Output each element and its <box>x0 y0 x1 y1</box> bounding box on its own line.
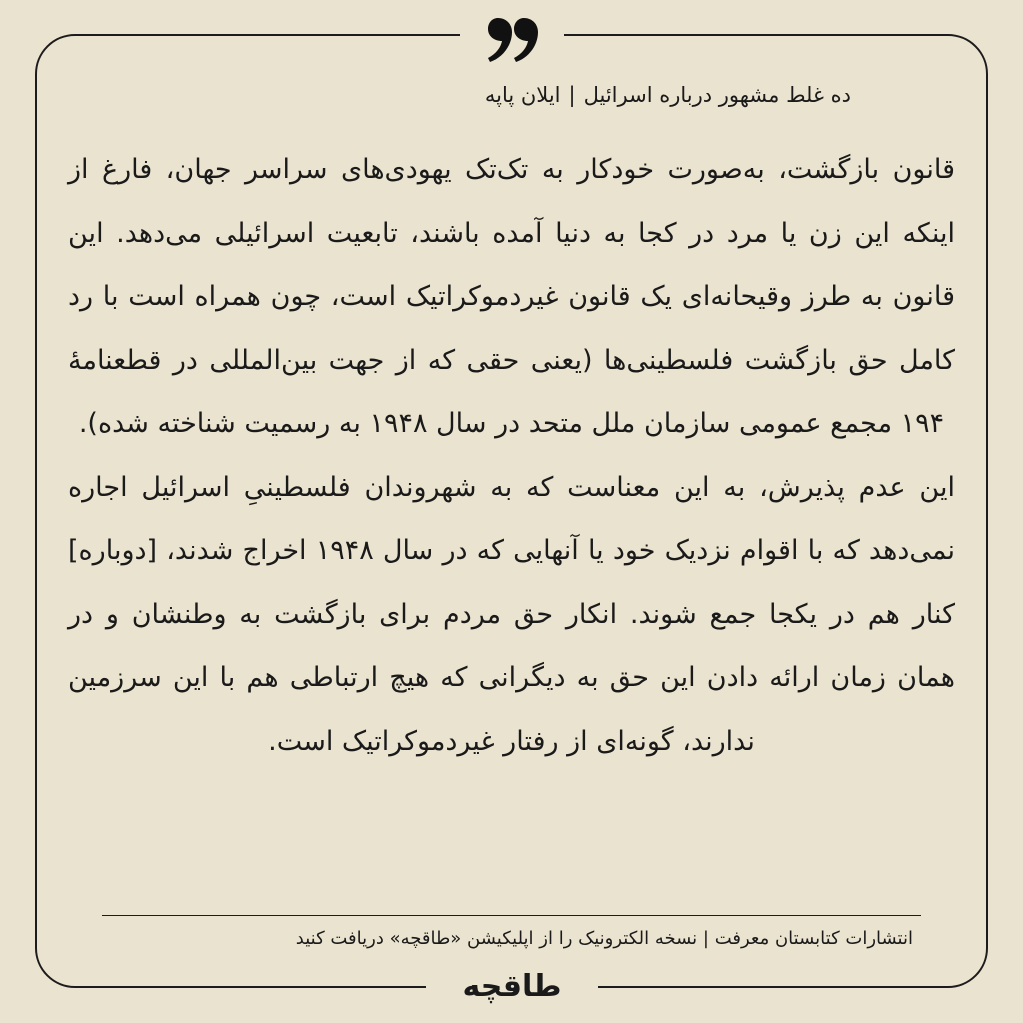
header-separator: | <box>568 83 576 107</box>
quote-mark-icon <box>484 14 540 66</box>
footer-divider <box>102 915 921 916</box>
author-name: ایلان پاپه <box>484 83 561 107</box>
book-title: ده غلط مشهور درباره اسرائیل <box>583 83 851 107</box>
quote-paragraph-1: قانون بازگشت، به‌صورت خودکار به تک‌تک یهودی‌های سراسر جهان، فارغ از اینکه این زن یا مرد در کجا به دنیا آمده باشند، تابعیت اسرائیلی می‌دهد. این قانون به طرز وقیحانه‌ای یک قانون غیردموکراتیک است، چون همراه است با رد کامل حق بازگشت فلسطینی‌ها (یعنی حقی که از جهت بین‌المللی در قطعنامهٔ ۱۹۴ مجمع عمومی سازمان ملل متحد در سال ۱۹۴۸ به رسمیت شناخته شده). <box>68 154 955 439</box>
footer-credit: انتشارات کتابستان معرفت | نسخه الکترونیک را از اپلیکیشن «طاقچه» دریافت کنید <box>295 928 913 949</box>
quote-paragraph-2: این عدم پذیرش، به این معناست که به شهروندان فلسطینیِ اسرائیل اجاره نمی‌دهد که با اقوام نزدیک خود یا آنهایی که در سال ۱۹۴۸ اخراج شدند، [دوباره] کنار هم در یکجا جمع شوند. انکار حق مردم برای بازگشت به وطنشان و در همان زمان ارائه دادن این حق به دیگرانی که هیچ ارتباطی هم با این سرزمین ندارند، گونه‌ای از رفتار غیردموکراتیک است. <box>68 471 955 757</box>
header <box>485 78 851 112</box>
taaghche-logo: طاقچه <box>462 969 562 1004</box>
quote-body <box>68 138 955 773</box>
